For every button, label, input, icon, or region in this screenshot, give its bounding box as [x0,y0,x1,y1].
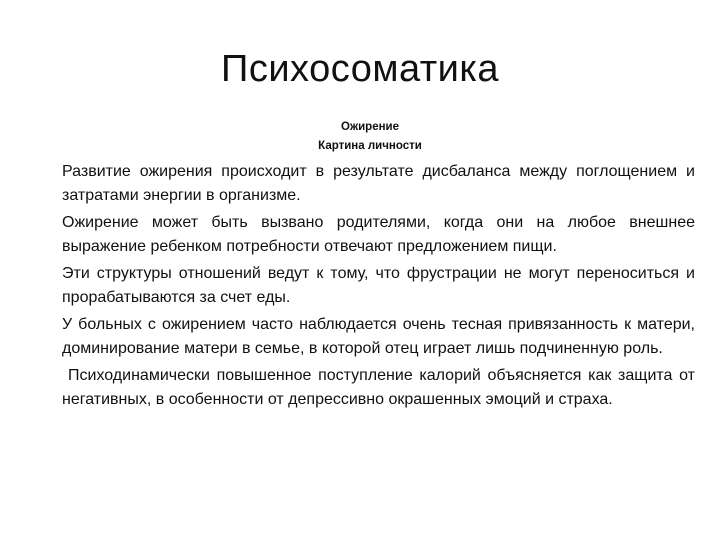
paragraph-4: У больных с ожирением часто наблюдается очень тесная привязанность к матери, доминирование матери в семье, в которой отец играет лишь подчиненную роль. [62,316,695,357]
paragraph-1: Развитие ожирения происходит в результате дисбаланса между поглощением и затратами энергии в организме. [62,163,695,204]
subtitle-obesity: Ожирение [341,121,399,133]
paragraph-5: Психодинамически повышенное поступление калорий объясняется как защита от негативных, в особенности от депрессивно окрашенных эмоций и страха. [62,367,695,408]
slide-body [62,160,695,415]
paragraph-2: Ожирение может быть вызвано родителями, когда они на любое внешнее выражение ребенком потребности отвечают предложением пищи. [62,214,695,255]
slide-title: Психосоматика [221,48,499,90]
paragraph-3: Эти структуры отношений ведут к тому, что фрустрации не могут переноситься и прорабатываются за счет еды. [62,265,695,306]
subtitle-personality-picture: Картина личности [318,140,422,152]
